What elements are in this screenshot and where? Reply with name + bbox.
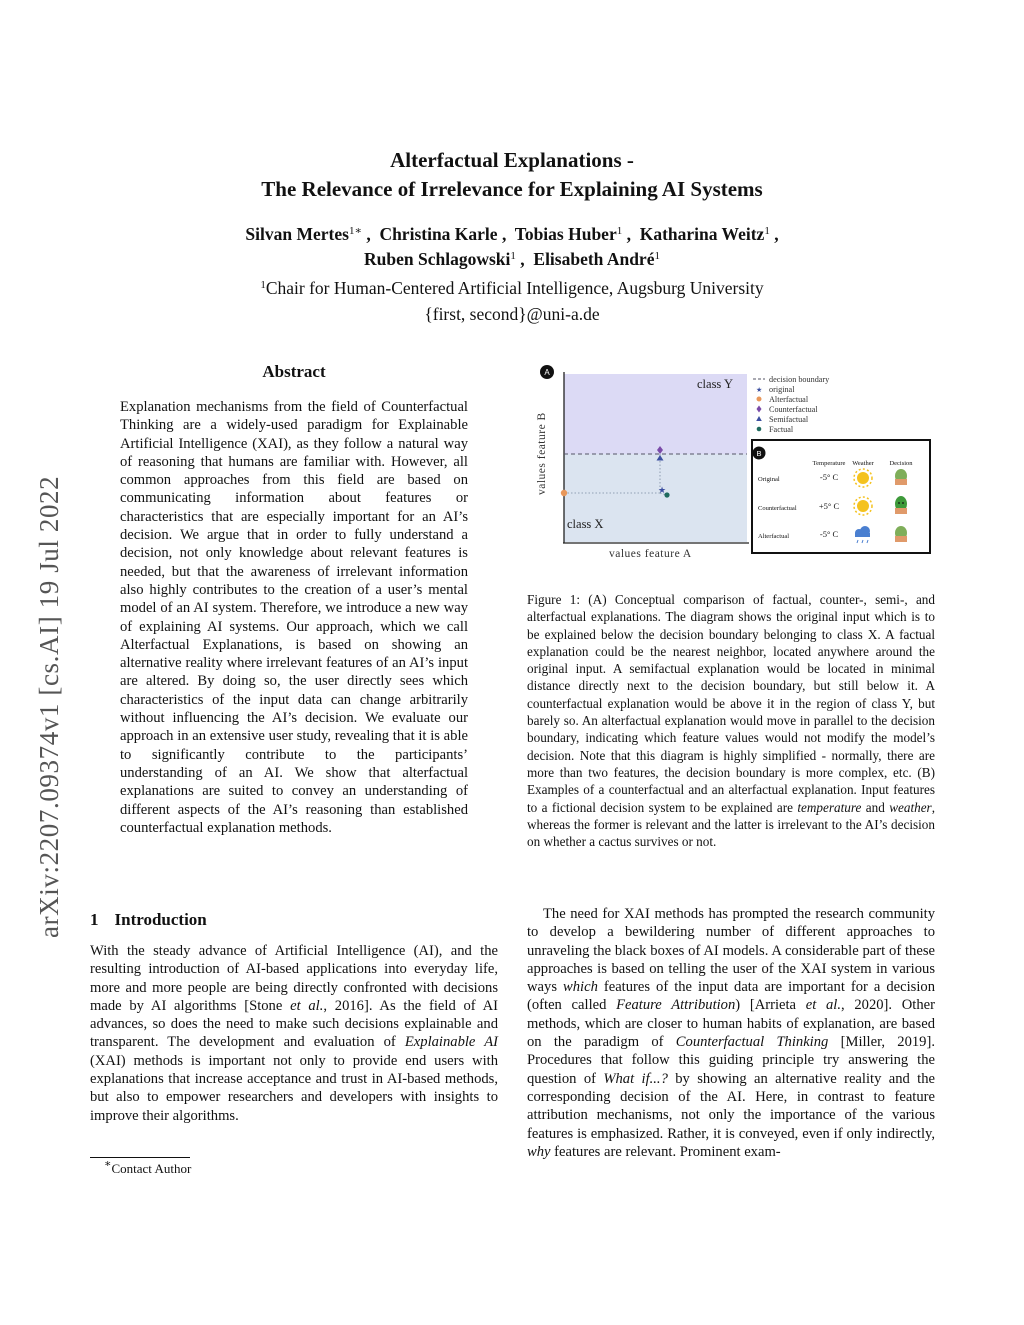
footnote: ∗Contact Author: [104, 1158, 192, 1176]
alterfactual-point: [561, 490, 567, 496]
arxiv-stamp: arXiv:2207.09374v1 [cs.AI] 19 Jul 2022: [34, 475, 64, 938]
table-header: Weather: [852, 460, 874, 467]
intro-paragraph-2: The need for XAI methods has prompted the research community to develop a bewildering number of different approaches to unraveling the black boxes of AI models. A considerable part of these approaches is based on telling the user of the XAI system in various ways which features of the input data are important for a decision (often called Feature Attribution) [Arrieta et al., 2020]. Other methods, which are closer to human habits of explanation, are based on the paradigm of Counterfactual Thinking [Miller, 2019]. Procedures that follow this guiding principle try answering the question of What if...? by showing an alternative reality and the corresponding decision of the AI. Here, in contrast to feature attribution mechanisms, not only the importance of the various features is emphasized. Rather, it is conveyed, even if only indirectly, why features are relevant. Prominent exam-: [527, 906, 935, 1160]
email: {first, second}@uni-a.de: [424, 304, 600, 324]
y-axis-label: values feature B: [536, 412, 548, 495]
author-name: Katharina Weitz: [639, 224, 765, 244]
author-name: Elisabeth André: [533, 249, 655, 269]
legend-item: original: [769, 385, 795, 394]
figure-caption: Figure 1: (A) Conceptual comparison of factual, counter-, semi-, and alterfactual explanations. The diagram shows the original input which is to be explained below the decision boundary belonging to class X. A factual explanation could be the nearest neighbor, located anywhere around the original input. A semifactual explanation would be located in minimal distance directly next to the decision boundary, but still below it. A counterfactual explanation would be above it in the region of class Y, but barely so. An alterfactual explanation would move in parallel to the decision boundary, indicating which feature values would not modify the model’s decision. Note that this diagram is highly simplified - normally, there are more than two features, the decision boundary is more complex, etc. (B) Examples of a counterfactual and an alterfactual explanation. Input features to a fictional decision system to be explained are temperature and weather, whereas the former is relevant and the latter is irrelevant to the AI’s decision on whether a cactus survives or not.: [527, 592, 935, 850]
table-header: Decision: [889, 460, 913, 467]
table-row-label: Original: [758, 476, 780, 483]
dead-cactus-icon: [895, 469, 907, 485]
alive-cactus-icon: [895, 496, 907, 514]
table-temp-value: -5° C: [819, 472, 839, 482]
panel-a-badge-label: A: [544, 368, 550, 377]
title-line-2: The Relevance of Irrelevance for Explaining AI Systems: [261, 177, 763, 201]
table-row-label: Alterfactual: [758, 533, 790, 540]
legend-counterfactual-swatch: [757, 406, 762, 413]
legend-original-swatch: ★: [756, 386, 763, 394]
author-list: Silvan Mertes$^{1∗}$ , Christina Karle , Tobias Huber$^1$ , Katharina Weitz$^1$ , Ruben Schlagowski$^1$ , Elisabeth André$^1$: [245, 224, 779, 269]
abstract-heading: Abstract: [262, 362, 326, 381]
table-header: Temperature: [812, 460, 846, 467]
author-name: Silvan Mertes: [245, 224, 349, 244]
class-y-label: class Y: [697, 377, 733, 391]
panel-b-badge-label: B: [756, 449, 762, 458]
abstract-text: Explanation mechanisms from the field of Counterfactual Thinking are a widely-used paradigm for Explainable Artificial Intelligence (XAI), as they follow a natural way of reasoning that humans are familiar with. However, all common approaches from this field are based on communicating information about features or characteristics that are especially important for an AI’s decision. We argue that in order to fully understand a decision, not only knowledge about relevant features is needed, but that the awareness of irrelevant information also highly contributes to the creation of a user’s mental model of an AI system. Therefore, we introduce a new way of explaining AI systems. Our approach, which we call Alterfactual Explanations, is based on showing an alternative reality where irrelevant features of an AI’s input are altered. By doing so, the user directly sees which characteristics of the input data can change arbitrarily without influencing the AI’s decision. We evaluate our approach in an extensive user study, revealing that it is able to significantly contribute to the participants’ understanding of an AI. We show that alterfactual explanations are suited to convey an understanding of different aspects of the AI’s reasoning than established counterfactual explanation methods.: [120, 399, 468, 836]
legend-item: Counterfactual: [769, 405, 818, 414]
figure-1: [527, 362, 937, 562]
legend-item: Factual: [769, 425, 794, 434]
author-name: Ruben Schlagowski: [364, 249, 511, 269]
x-axis-label: values feature A: [609, 548, 692, 560]
original-point: ★: [658, 485, 667, 495]
legend-item: Alterfactual: [769, 395, 809, 404]
dead-cactus-icon: [895, 526, 907, 542]
table-temp-value: -5° C: [819, 529, 839, 539]
affiliation: $^1$Chair for Human-Centered Artificial Intelligence, Augsburg University {first, second}@uni-a.de: [0, 275, 1024, 327]
section-heading: 1 Introduction: [90, 910, 207, 929]
title-line-1: Alterfactual Explanations -: [390, 148, 634, 172]
paper-title: [0, 146, 1024, 204]
author-name: Tobias Huber: [514, 224, 617, 244]
author-name: Christina Karle: [379, 224, 498, 244]
legend-semifactual-swatch: [756, 416, 762, 421]
legend-item: decision boundary: [769, 375, 830, 384]
legend-factual-swatch: [757, 427, 762, 432]
legend-item: Semifactual: [769, 415, 809, 424]
legend: [753, 375, 830, 434]
class-x-label: class X: [567, 517, 604, 531]
figure-svg: [527, 362, 937, 562]
table-temp-value: +5° C: [818, 501, 840, 511]
intro-paragraph-1: With the steady advance of Artificial Intelligence (AI), and the resulting introduction of AI-based applications into everyday life, more and more people are being directly confronted with decisions made by AI algorithms [Stone et al., 2016]. As the field of AI advances, so does the need to make such decisions explainable and transparent. The development and evaluation of Explainable AI (XAI) methods is important not only to provide end users with explanations that increase acceptance and trust in AI-based methods, but also to empower researchers and developers with insights to improve their algorithms.: [90, 943, 498, 1124]
legend-alterfactual-swatch: [757, 397, 762, 402]
table-row-label: Counterfactual: [758, 505, 797, 512]
